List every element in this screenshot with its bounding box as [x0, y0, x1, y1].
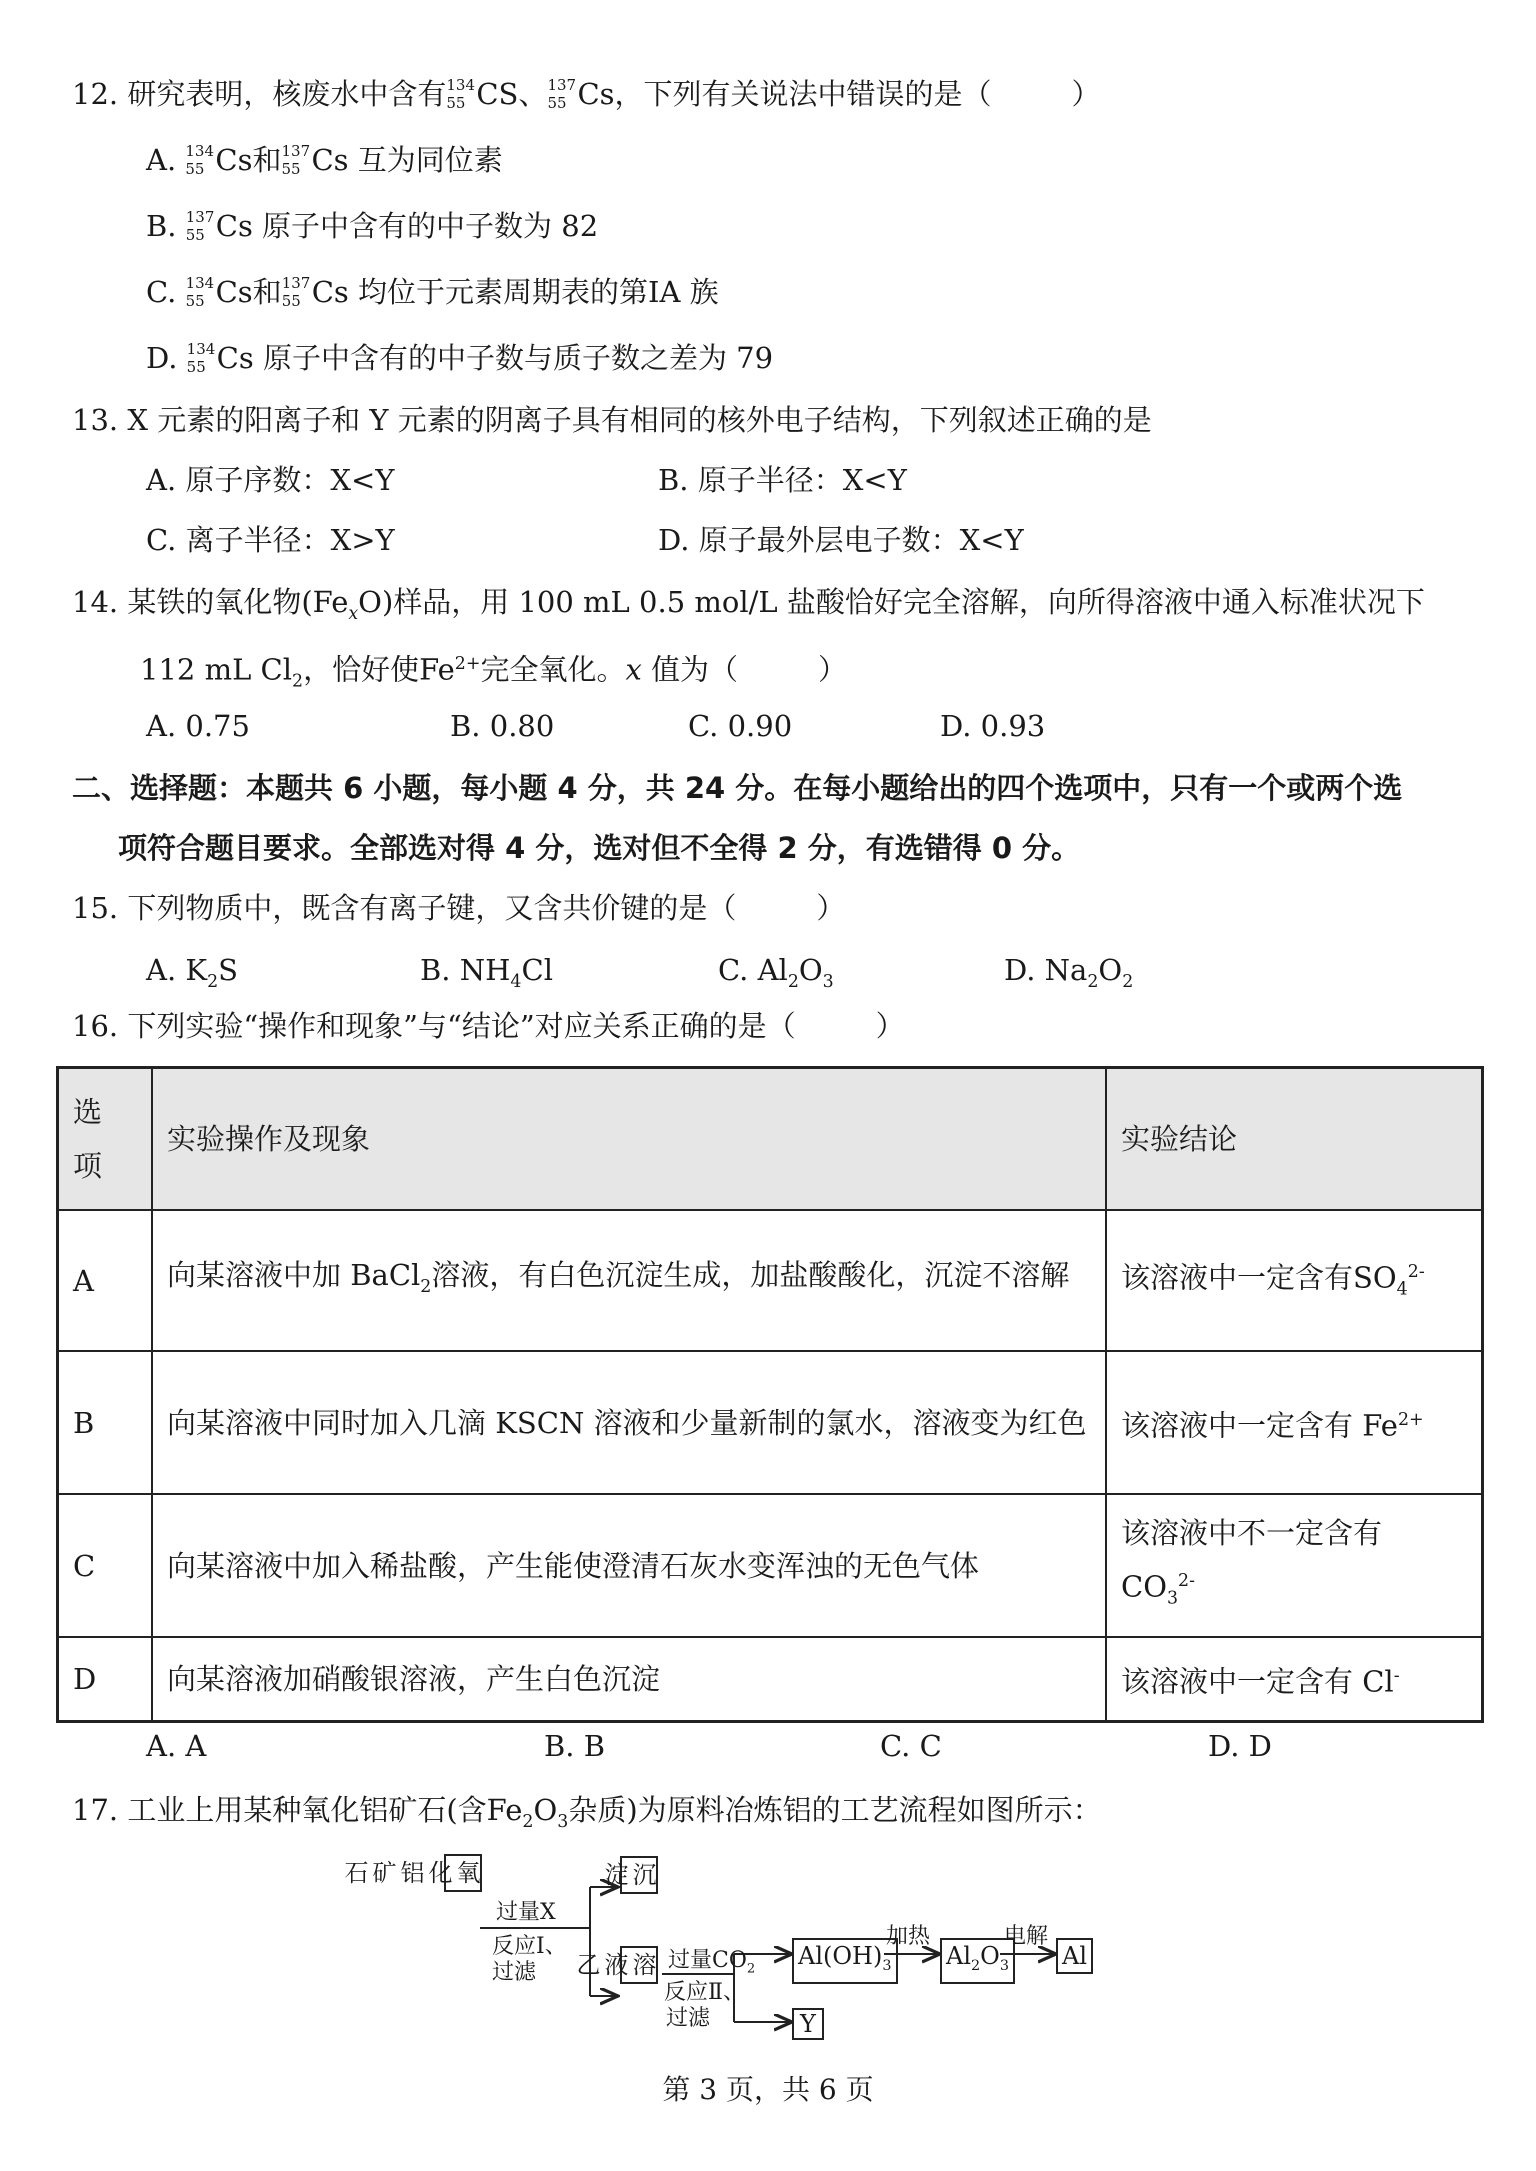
reagent-co2-label: 过量$CO_2$ [668, 1948, 756, 1977]
table-row [58, 1637, 1483, 1721]
row-option: A [58, 1210, 153, 1351]
q13-option-c: C. 离子半径：X>Y [146, 523, 395, 557]
q15-option-b: B. $NH_4Cl$ [420, 953, 553, 992]
aloh3-box: $Al(OH)_3$ [792, 1938, 898, 1984]
q17-stem: 17. 工业上用某种氧化铝矿石(含$Fe_2O_3$杂质)为原料冶炼铝的工艺流程如图所示： [72, 1793, 1102, 1832]
header-operation: 实验操作及现象 [152, 1068, 1106, 1211]
table-row [58, 1351, 1483, 1494]
y-box: Y [792, 2008, 824, 2040]
q14-stem-line1: 14. 某铁的氧化物$(Fe_xO)$样品，用 100 mL 0.5 mol/L 盐酸恰好完全溶解，向所得溶液中通入标准状况下 [72, 585, 1425, 624]
electrolysis-label: 电解 [1004, 1924, 1049, 1949]
header-conclusion: 实验结论 [1106, 1068, 1483, 1211]
al2o3-box: $Al_2O_3$ [940, 1938, 1015, 1984]
row-conclusion: 该溶液中一定含有 Cl- [1106, 1637, 1483, 1721]
ore-box: 氧化铝矿石 [444, 1854, 482, 1892]
q13-option-d: D. 原子最外层电子数：X<Y [658, 523, 1024, 557]
q12-option-b: B. 137 55 Cs 原子中含有的中子数为 82 [146, 208, 599, 244]
row-conclusion: 该溶液中不一定含有 $CO_3^{2-}$ [1106, 1494, 1483, 1637]
q14-option-c: C. 0.90 [688, 709, 793, 743]
q15-stem: 15. 下列物质中，既含有离子键，又含共价键的是（ ） [72, 891, 846, 925]
precipitate-box: 沉淀 [620, 1856, 658, 1894]
q15-option-c: C. $Al_2O_3$ [718, 953, 834, 992]
page-footer: 第 3 页，共 6 页 [662, 2073, 874, 2106]
step2-label-a: 反应Ⅱ、 [664, 1980, 745, 2005]
row-option: B [58, 1351, 153, 1494]
row-option: D [58, 1637, 153, 1721]
q13-option-a: A. 原子序数：X<Y [146, 463, 395, 497]
experiment-table [56, 1066, 1484, 1723]
isotope-cs137: 137 55 [547, 76, 577, 112]
q12-option-c: C. 134 55 Cs和 137 55 Cs 均位于元素周期表的第IA 族 [146, 274, 719, 310]
q13-stem: 13. X 元素的阳离子和 Y 元素的阴离子具有相同的核外电子结构，下列叙述正确的是 [72, 403, 1152, 437]
section2-heading-line2: 项符合题目要求。全部选对得 4 分，选对但不全得 2 分，有选错得 0 分。 [118, 831, 1081, 865]
q15-option-a: A. $K_2S$ [146, 953, 239, 992]
q16-option-b: B. B [544, 1729, 606, 1763]
q15-option-d: D. $Na_2O_2$ [1004, 953, 1134, 992]
heat-label: 加热 [886, 1924, 931, 1949]
q16-option-c: C. C [880, 1729, 942, 1763]
row-option: C [58, 1494, 153, 1637]
step1-label: 反应Ⅰ、过滤 [492, 1934, 567, 1985]
q16-option-a: A. A [146, 1729, 207, 1763]
row-operation: 向某溶液中同时加入几滴 KSCN 溶液和少量新制的氯水，溶液变为红色 [152, 1351, 1106, 1494]
header-option: 选 项 [58, 1068, 153, 1211]
q16-option-d: D. D [1208, 1729, 1272, 1763]
q12-option-a: A. 134 55 Cs和 137 55 Cs 互为同位素 [146, 142, 503, 178]
row-operation: 向某溶液中加 BaCl$_2$溶液，有白色沉淀生成，加盐酸酸化，沉淀不溶解 [152, 1210, 1106, 1351]
row-conclusion: 该溶液中一定含有 $Fe^{2+}$ [1106, 1351, 1483, 1494]
q13-option-b: B. 原子半径：X<Y [658, 463, 907, 497]
isotope-cs134: 134 55 [446, 76, 475, 112]
row-operation: 向某溶液中加入稀盐酸，产生能使澄清石灰水变浑浊的无色气体 [152, 1494, 1106, 1637]
q14-option-d: D. 0.93 [940, 709, 1046, 743]
reagent-x-label: 过量X [496, 1900, 556, 1925]
table-row [58, 1210, 1483, 1351]
al-box: Al [1056, 1938, 1093, 1974]
section2-heading-line1: 二、选择题：本题共 6 小题，每小题 4 分，共 24 分。在每小题给出的四个选项中，只有一个或两个选 [72, 771, 1403, 805]
table-row [58, 1494, 1483, 1637]
q14-stem-line2: 112 mL $Cl_2$，恰好使$Fe^{2+}$完全氧化。x 值为（ ） [140, 652, 848, 692]
q16-stem: 16. 下列实验“操作和现象”与“结论”对应关系正确的是（ ） [72, 1009, 905, 1043]
q12-stem: 12. 研究表明，核废水中含有 134 55 CS、 137 55 Cs，下列有关说法中错误的是（ ） [72, 76, 1101, 112]
q14-option-a: A. 0.75 [146, 709, 250, 743]
q14-option-b: B. 0.80 [450, 709, 555, 743]
row-operation: 向某溶液加硝酸银溶液，产生白色沉淀 [152, 1637, 1106, 1721]
step2-label-b: 过滤 [666, 2006, 711, 2031]
row-conclusion: 该溶液中一定含有$SO_4^{2-}$ [1106, 1210, 1483, 1351]
table-header-row [58, 1068, 1483, 1211]
solution-b-box: 溶液乙 [620, 1946, 658, 1984]
q12-option-d: D. 134 55 Cs 原子中含有的中子数与质子数之差为 79 [146, 340, 774, 376]
